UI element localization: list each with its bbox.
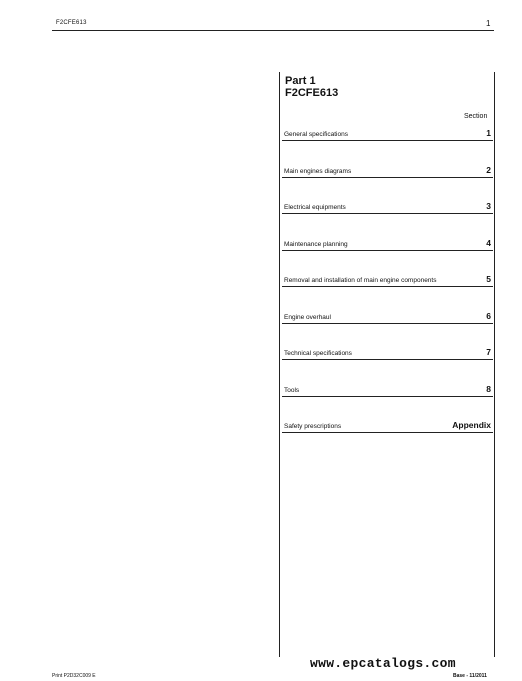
toc-item-number: 3 xyxy=(486,201,491,211)
toc-item-label: Tools xyxy=(284,387,300,394)
toc-row-removal-installation[interactable] xyxy=(282,274,493,287)
toc-item-label: General specifications xyxy=(284,131,348,138)
toc-row-tools[interactable] xyxy=(282,384,493,397)
toc-item-number: 2 xyxy=(486,165,491,175)
toc-item-label: Electrical equipments xyxy=(284,204,346,211)
toc-row-engine-overhaul[interactable] xyxy=(282,311,493,324)
toc-row-main-engines-diagrams[interactable] xyxy=(282,165,493,178)
toc-item-number: 6 xyxy=(486,311,491,321)
watermark-url: www.epcatalogs.com xyxy=(310,656,456,671)
header-doc-code: F2CFE613 xyxy=(56,20,87,26)
footer-print-code: Print P2D32C009 E xyxy=(52,673,96,679)
toc-item-number: 8 xyxy=(486,384,491,394)
toc-item-number: 5 xyxy=(486,274,491,284)
toc-row-general-specifications[interactable] xyxy=(282,128,493,141)
toc-item-number: 7 xyxy=(486,347,491,357)
toc-item-number: Appendix xyxy=(452,420,491,430)
toc-row-maintenance-planning[interactable] xyxy=(282,238,493,251)
toc-item-label: Maintenance planning xyxy=(284,241,348,248)
header-divider xyxy=(52,30,494,31)
toc-item-number: 1 xyxy=(486,128,491,138)
toc-item-label: Removal and installation of main engine components xyxy=(284,277,437,284)
toc-item-label: Safety prescriptions xyxy=(284,423,342,430)
toc-row-safety-prescriptions[interactable] xyxy=(282,420,493,433)
toc-right-border xyxy=(494,72,495,657)
part-code: F2CFE613 xyxy=(285,87,339,99)
toc-item-label: Main engines diagrams xyxy=(284,168,352,175)
toc-item-number: 4 xyxy=(486,238,491,248)
section-column-label: Section xyxy=(464,113,488,120)
toc-item-label: Engine overhaul xyxy=(284,314,331,321)
toc-item-label: Technical specifications xyxy=(284,350,352,357)
toc-row-technical-specifications[interactable] xyxy=(282,347,493,360)
toc-left-border xyxy=(279,72,280,657)
header-page-number: 1 xyxy=(486,19,491,28)
toc-row-electrical-equipments[interactable] xyxy=(282,201,493,214)
part-title: Part 1 xyxy=(285,75,316,87)
footer-base-date: Base - 11/2011 xyxy=(453,673,487,679)
